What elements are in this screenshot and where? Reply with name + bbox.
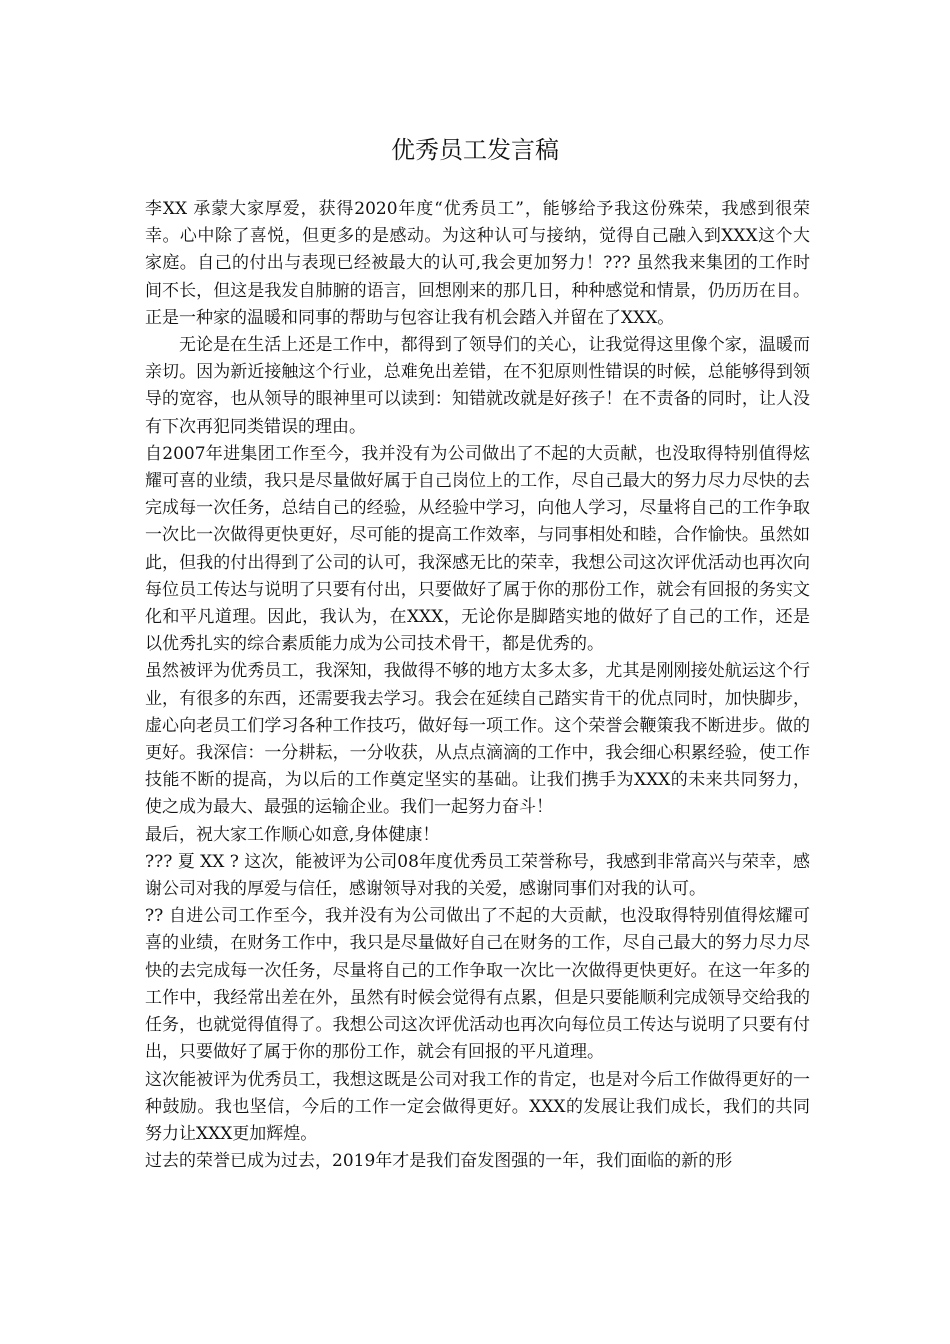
document-title: 优秀员工发言稿	[391, 136, 559, 164]
paragraph-5: 最后，祝大家工作顺心如意,身体健康！	[145, 824, 440, 845]
document-body	[145, 196, 810, 1175]
paragraph-9: 过去的荣誉已成为过去，2019年才是我们奋发图强的一年，我们面临的新的形	[145, 1151, 733, 1172]
paragraph-1: 李XX 承蒙大家厚爱，获得2020年度“优秀员工”，能够给予我这份殊荣，我感到很荣幸。心中除了喜悦，但更多的是感动。为这种认可与接纳，觉得自己融入到XXX这个大家庭。自己的付出与表现已经被最大的认可,我会更加努力！??? 虽然我来集团的工作时间不长，但这是我发自肺腑的语言，回想刚来的那几日，种种感觉和情景，仍历历在目。正是一种家的温暖和同事的帮助与包容让我有机会踏入并留在了XXX。	[145, 199, 810, 328]
paragraph-4: 虽然被评为优秀员工，我深知，我做得不够的地方太多太多，尤其是刚刚接处航运这个行业，有很多的东西，还需要我去学习。我会在延续自己踏实肯干的优点同时，加快脚步，虚心向老员工们学习各种工作技巧，做好每一项工作。这个荣誉会鞭策我不断进步。做的更好。我深信：一分耕耘，一分收获，从点点滴滴的工作中，我会细心积累经验，使工作技能不断的提高，为以后的工作奠定坚实的基础。让我们携手为XXX的未来共同努力，使之成为最大、最强的运输企业。我们一起努力奋斗！	[145, 661, 810, 818]
paragraph-8: 这次能被评为优秀员工，我想这既是公司对我工作的肯定，也是对今后工作做得更好的一种鼓励。我也坚信，今后的工作一定会做得更好。XXX的发展让我们成长，我们的共同努力让XXX更加辉煌。	[145, 1069, 810, 1144]
paragraph-3: 自2007年进集团工作至今，我并没有为公司做出了不起的大贡献，也没取得特别值得炫耀可喜的业绩，我只是尽量做好属于自己岗位上的工作，尽自己最大的努力尽力尽快的去完成每一次任务，总结自己的经验，从经验中学习，向他人学习，尽量将自己的工作争取一次比一次做得更快更好，尽可能的提高工作效率，与同事相处和睦，合作愉快。虽然如此，但我的付出得到了公司的认可，我深感无比的荣幸，我想公司这次评优活动也再次向每位员工传达与说明了只要有付出，只要做好了属于你的那份工作，就会有回报的务实文化和平凡道理。因此，我认为，在XXX，无论你是脚踏实地的做好了自己的工作，还是以优秀扎实的综合素质能力成为公司技术骨干，都是优秀的。	[145, 443, 810, 655]
paragraph-7: ?? 自进公司工作至今，我并没有为公司做出了不起的大贡献，也没取得特别值得炫耀可喜的业绩，在财务工作中，我只是尽量做好自己在财务的工作，尽自己最大的努力尽力尽快的去完成每一次任务，尽量将自己的工作争取一次比一次做得更快更好。在这一年多的工作中，我经常出差在外，虽然有时候会觉得有点累，但是只要能顺利完成领导交给我的任务，也就觉得值得了。我想公司这次评优活动也再次向每位员工传达与说明了只要有付出，只要做好了属于你的那份工作，就会有回报的平凡道理。	[145, 906, 810, 1063]
paragraph-2: 无论是在生活上还是工作中，都得到了领导们的关心，让我觉得这里像个家，温暖而亲切。因为新近接触这个行业，总难免出差错，在不犯原则性错误的时候，总能够得到领导的宽容，也从领导的眼神里可以读到：知错就改就是好孩子！在不责备的同时，让人没有下次再犯同类错误的理由。	[145, 335, 810, 437]
paragraph-6: ??? 夏 XX ? 这次，能被评为公司08年度优秀员工荣誉称号，我感到非常高兴与荣幸，感谢公司对我的厚爱与信任，感谢领导对我的关爱，感谢同事们对我的认可。	[145, 851, 810, 900]
